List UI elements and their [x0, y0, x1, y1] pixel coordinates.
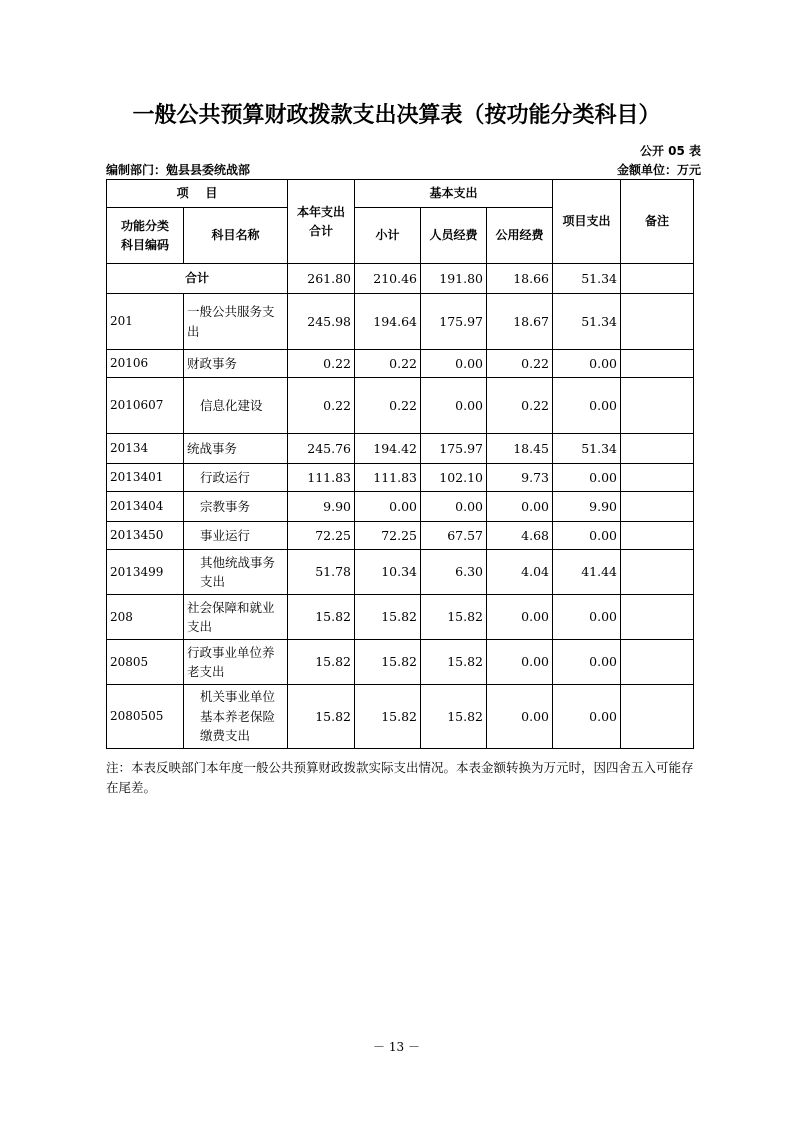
row-public: 4.04 [487, 550, 553, 595]
row-subtotal: 111.83 [355, 464, 421, 492]
row-subtotal: 0.00 [355, 492, 421, 522]
row-public: 18.45 [487, 434, 553, 464]
row-project: 0.00 [553, 595, 621, 640]
row-personnel: 0.00 [421, 378, 487, 434]
row-name: 事业运行 [184, 522, 288, 550]
total-remark [621, 264, 694, 294]
header-subtotal: 小计 [355, 208, 421, 264]
row-personnel: 15.82 [421, 685, 487, 749]
table-row [107, 434, 694, 464]
row-remark [621, 378, 694, 434]
unit-label: 金额单位：万元 [616, 163, 701, 177]
row-public: 18.67 [487, 294, 553, 350]
row-personnel: 67.57 [421, 522, 487, 550]
total-total: 261.80 [288, 264, 355, 294]
table-row [107, 550, 694, 595]
row-code: 208 [107, 595, 184, 640]
row-total: 15.82 [288, 640, 355, 685]
row-code: 20805 [107, 640, 184, 685]
total-subtotal: 210.46 [355, 264, 421, 294]
row-remark [621, 640, 694, 685]
row-personnel: 0.00 [421, 492, 487, 522]
row-subtotal: 10.34 [355, 550, 421, 595]
row-public: 9.73 [487, 464, 553, 492]
row-name: 行政事业单位养老支出 [184, 640, 288, 685]
row-personnel: 15.82 [421, 595, 487, 640]
row-total: 9.90 [288, 492, 355, 522]
row-total: 72.25 [288, 522, 355, 550]
header-basic: 基本支出 [355, 180, 553, 208]
header-public: 公用经费 [487, 208, 553, 264]
row-code: 2080505 [107, 685, 184, 749]
row-subtotal: 15.82 [355, 595, 421, 640]
row-public: 0.00 [487, 640, 553, 685]
row-total: 0.22 [288, 350, 355, 378]
table-row [107, 378, 694, 434]
header-personnel: 人员经费 [421, 208, 487, 264]
table-row [107, 350, 694, 378]
header-remark: 备注 [621, 180, 694, 264]
row-code: 2013401 [107, 464, 184, 492]
row-code: 2013450 [107, 522, 184, 550]
row-code: 2010607 [107, 378, 184, 434]
row-subtotal: 194.42 [355, 434, 421, 464]
row-public: 0.00 [487, 595, 553, 640]
row-name: 社会保障和就业支出 [184, 595, 288, 640]
row-remark [621, 350, 694, 378]
row-total: 15.82 [288, 685, 355, 749]
row-total: 245.98 [288, 294, 355, 350]
row-subtotal: 15.82 [355, 685, 421, 749]
row-code: 201 [107, 294, 184, 350]
row-project: 9.90 [553, 492, 621, 522]
row-personnel: 102.10 [421, 464, 487, 492]
row-name: 行政运行 [184, 464, 288, 492]
row-remark [621, 464, 694, 492]
table-row [107, 640, 694, 685]
form-number: 公开 05 表 [639, 144, 701, 158]
table-row [107, 522, 694, 550]
row-remark [621, 595, 694, 640]
row-project: 0.00 [553, 464, 621, 492]
row-name: 机关事业单位基本养老保险缴费支出 [184, 685, 288, 749]
row-name: 宗教事务 [184, 492, 288, 522]
row-project: 0.00 [553, 378, 621, 434]
row-project: 0.00 [553, 640, 621, 685]
row-subtotal: 194.64 [355, 294, 421, 350]
total-public: 18.66 [487, 264, 553, 294]
row-subtotal: 15.82 [355, 640, 421, 685]
row-public: 0.00 [487, 492, 553, 522]
row-name: 其他统战事务支出 [184, 550, 288, 595]
total-row [107, 264, 694, 294]
row-name: 财政事务 [184, 350, 288, 378]
row-remark [621, 492, 694, 522]
row-subtotal: 0.22 [355, 378, 421, 434]
row-personnel: 6.30 [421, 550, 487, 595]
row-public: 4.68 [487, 522, 553, 550]
total-personnel: 191.80 [421, 264, 487, 294]
row-project: 51.34 [553, 434, 621, 464]
row-remark [621, 522, 694, 550]
header-func-code: 功能分类 科目编码 [107, 208, 184, 264]
row-code: 20134 [107, 434, 184, 464]
table-row [107, 492, 694, 522]
row-total: 111.83 [288, 464, 355, 492]
row-project: 41.44 [553, 550, 621, 595]
table-row [107, 685, 694, 749]
row-name: 一般公共服务支出 [184, 294, 288, 350]
footnote: 注：本表反映部门本年度一般公共预算财政拨款实际支出情况。本表金额转换为万元时，因四舍五入可能存在尾差。 [106, 760, 694, 795]
header-item: 项 目 [107, 180, 288, 208]
row-personnel: 15.82 [421, 640, 487, 685]
row-project: 0.00 [553, 350, 621, 378]
header-subject-name: 科目名称 [184, 208, 288, 264]
row-name: 信息化建设 [184, 378, 288, 434]
row-project: 0.00 [553, 685, 621, 749]
row-public: 0.00 [487, 685, 553, 749]
row-project: 0.00 [553, 522, 621, 550]
row-code: 2013404 [107, 492, 184, 522]
row-subtotal: 72.25 [355, 522, 421, 550]
table-row [107, 595, 694, 640]
row-project: 51.34 [553, 294, 621, 350]
row-remark [621, 294, 694, 350]
row-total: 245.76 [288, 434, 355, 464]
row-total: 15.82 [288, 595, 355, 640]
expenditure-table [106, 179, 694, 749]
row-subtotal: 0.22 [355, 350, 421, 378]
row-public: 0.22 [487, 378, 553, 434]
header-total: 本年支出 合计 [288, 180, 355, 264]
row-name: 统战事务 [184, 434, 288, 464]
row-total: 0.22 [288, 378, 355, 434]
total-project: 51.34 [553, 264, 621, 294]
header-project: 项目支出 [553, 180, 621, 264]
table-row [107, 294, 694, 350]
row-remark [621, 434, 694, 464]
table-row [107, 464, 694, 492]
row-remark [621, 550, 694, 595]
row-code: 20106 [107, 350, 184, 378]
row-public: 0.22 [487, 350, 553, 378]
page-title: 一般公共预算财政拨款支出决算表（按功能分类科目） [132, 103, 661, 128]
row-remark [621, 685, 694, 749]
row-personnel: 175.97 [421, 294, 487, 350]
row-personnel: 175.97 [421, 434, 487, 464]
row-total: 51.78 [288, 550, 355, 595]
row-personnel: 0.00 [421, 350, 487, 378]
total-label: 合计 [107, 264, 288, 294]
page-number: － 13 － [373, 1040, 420, 1054]
row-code: 2013499 [107, 550, 184, 595]
department-label: 编制部门：勉县县委统战部 [106, 163, 251, 177]
